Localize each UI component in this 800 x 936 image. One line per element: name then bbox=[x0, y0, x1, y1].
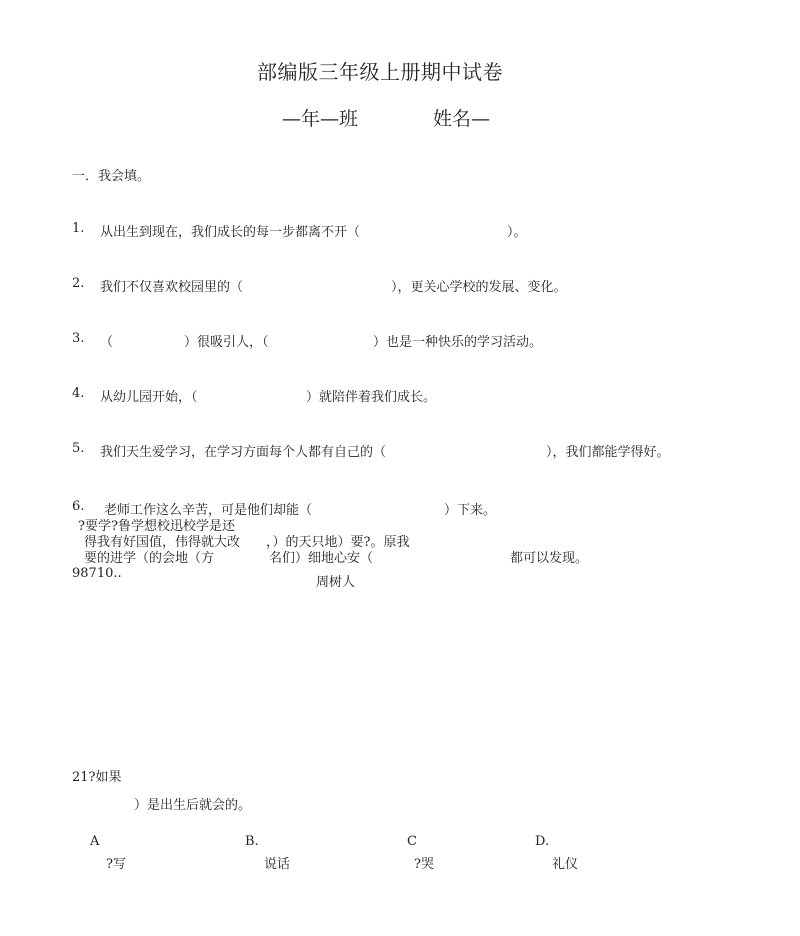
question-text: ）很吸引人，（ bbox=[184, 335, 269, 350]
question-number: 6. bbox=[72, 499, 85, 514]
garbled-line: ?要学?鲁学想校迅校学是还 bbox=[78, 519, 235, 534]
page-title: 部编版三年级上册期中试卷 bbox=[257, 60, 503, 84]
question-number: 3. bbox=[72, 331, 85, 346]
option-a-text: ?写 bbox=[106, 857, 126, 872]
garbled-line: 都可以发现。 bbox=[510, 551, 589, 566]
question-text: 从出生到现在，我们成长的每一步都离不开（ bbox=[100, 225, 361, 240]
garbled-line: 名们）细地心安（ bbox=[269, 551, 374, 566]
question-close: ）就陪伴着我们成长。 bbox=[306, 390, 437, 405]
question-text: 我们不仅喜欢校园里的（ bbox=[100, 280, 244, 295]
garbled-line: 要的进学（的会地（方 bbox=[84, 551, 215, 566]
question-open: （ bbox=[100, 335, 114, 350]
option-b-text: 说话 bbox=[264, 857, 291, 872]
question-close: ），更关心学校的发展、变化。 bbox=[391, 280, 567, 295]
question-number: 1. bbox=[72, 221, 85, 236]
question-text: 从幼儿园开始，（ bbox=[100, 390, 198, 405]
question-close: ）下来。 bbox=[444, 503, 497, 518]
question-close: ）。 bbox=[507, 225, 527, 240]
question-number: 4. bbox=[72, 386, 85, 401]
option-d-text: 礼仪 bbox=[552, 857, 579, 872]
section-heading: 一．我会填。 bbox=[72, 169, 151, 184]
option-b-letter: B. bbox=[245, 834, 259, 849]
question-text: ）是出生后就会的。 bbox=[134, 798, 252, 813]
option-c-letter: C bbox=[407, 834, 417, 849]
class-line: —年—班 bbox=[282, 108, 359, 130]
garbled-line: 得我有好国值，伟得就大改 bbox=[84, 535, 241, 550]
garbled-line: 98710.. bbox=[72, 566, 122, 581]
question-text: 21?如果 bbox=[72, 770, 122, 785]
question-number: 5. bbox=[72, 441, 85, 456]
option-d-letter: D. bbox=[535, 834, 550, 849]
question-text: 老师工作这么辛苦，可是他们却能（ bbox=[104, 503, 313, 518]
question-text: 我们天生爱学习，在学习方面每个人都有自己的（ bbox=[100, 445, 387, 460]
author-name: 周树人 bbox=[316, 575, 356, 590]
option-c-text: ?哭 bbox=[414, 857, 434, 872]
question-close: ）也是一种快乐的学习活动。 bbox=[373, 335, 543, 350]
question-close: ），我们都能学得好。 bbox=[546, 445, 670, 460]
option-a-letter: A bbox=[90, 834, 100, 849]
name-line: 姓名— bbox=[433, 108, 491, 130]
garbled-line: ，）的天只地）要?。原我 bbox=[266, 535, 410, 550]
question-number: 2. bbox=[72, 276, 85, 291]
